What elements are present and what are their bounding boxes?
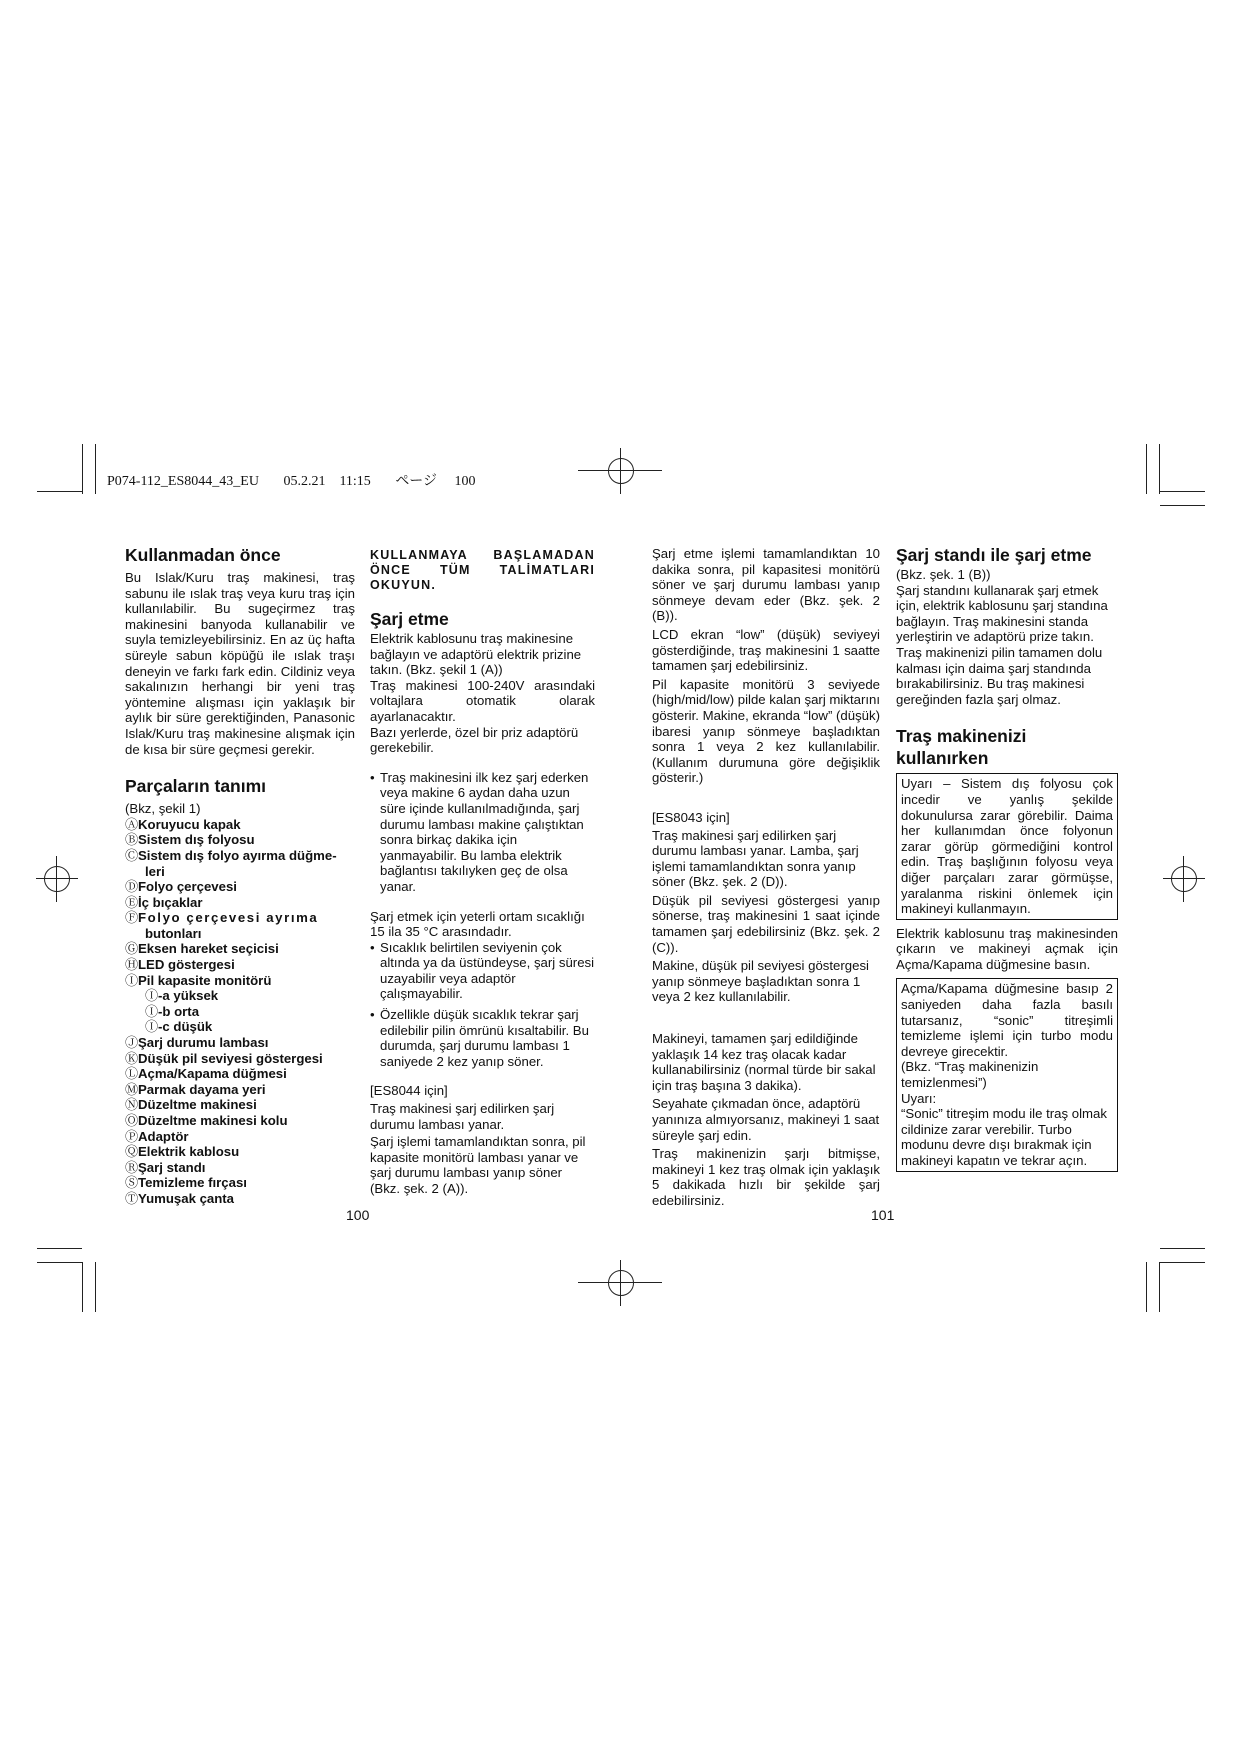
column-4 xyxy=(896,544,1118,1172)
slug-page-no: 100 xyxy=(454,474,476,489)
heading-stand-charging: Şarj standı ile şarj etme xyxy=(896,545,1092,565)
temperature-note: Şarj etmek için yeterli ortam sıcaklığı 15 ila 35 °C arasındadır. xyxy=(370,908,585,940)
list-item: Ⓘ-a yüksek xyxy=(145,988,219,1004)
list-item: ⒼEksen hareket seçicisi xyxy=(125,941,279,957)
list-item: butonları xyxy=(145,925,202,941)
es8044-p2: Şarj işlemi tamamlandıktan sonra, pil kapasite monitörü lambası yanar ve şarj durumu lambası yanıp söner (Bkz. şek. 2 (A)). xyxy=(370,1134,586,1196)
stand-reference: (Bkz. şek. 1 (B)) xyxy=(896,567,991,582)
heading-charging: Şarj etme xyxy=(370,609,449,629)
parts-reference: (Bkz, şekil 1) xyxy=(125,801,201,817)
heading-using-shaver: Traş makinenizi kullanırken xyxy=(896,726,1027,769)
sonic-p3: Uyarı: xyxy=(901,1090,937,1106)
list-item: ⓁAçma/Kapama düğmesi xyxy=(125,1066,287,1082)
list-item: Ⓘ-b orta xyxy=(145,1003,200,1019)
slug-page-word: ページ xyxy=(395,474,438,489)
es8044-p1: Traş makinesi şarj edilirken şarj durumu lambası yanar. xyxy=(370,1101,555,1132)
temperature-notes xyxy=(370,940,595,1070)
list-item: ⒹFolyo çerçevesi xyxy=(125,879,237,895)
intro-paragraph: Bu Islak/Kuru traş makinesi, traş sabunu ile ıslak traş veya kuru traş için kullanılabilir. Bu sugeçirmez traş makinesini banyoda kullanabilir ve suyla temizleyebilirsiniz. En az üç hafta süreyle sabun köpüğü ile ıslak traşı deneyin ve farkı fark edin. Cildiniz veya sakalınızın herhangi bir yeni traş yöntemine alışması için yaklaşık bir aylık bir süre gerektiğinden, Panasonic Islak/Kuru traş makinesine alışmak için de kısa bir süre geçmesi gerekir. xyxy=(125,570,355,757)
list-item: ⒷSistem dış folyosu xyxy=(125,832,255,848)
list-item: Ⓔİç bıçaklar xyxy=(125,894,203,910)
page-number-right: 101 xyxy=(871,1207,895,1223)
list-item: Ⓘ-c düşük xyxy=(145,1019,213,1035)
column-1 xyxy=(125,544,355,1207)
col3-p1: Şarj etme işlemi tamamlandıktan 10 dakika sonra, pil kapasitesi monitörü söner ve şarj durumu lambası yanıp sönmeye devam eder (Bkz. şek. 2 (B)). xyxy=(652,546,880,624)
list-item: ⒸSistem dış folyo ayırma düğme- xyxy=(125,847,337,863)
col3-p5: Düşük pil seviyesi göstergesi yanıp sönerse, traş makinesini 1 saat içinde tamamen şarj edebilirsiniz (Bkz. şek. 2 (C)). xyxy=(652,892,880,955)
list-item: ⓆElektrik kablosu xyxy=(125,1144,240,1160)
list-item: ⒿŞarj durumu lambası xyxy=(125,1035,269,1051)
sonic-p1: Açma/Kapama düğmesine basıp 2 saniyeden daha fazla basılı tutarsanız, “sonic” titreşimli temizleme işlemi için turbo modu devreye girecektir. xyxy=(901,981,1113,1059)
list-item: • Sıcaklık belirtilen seviyenin çok altında ya da üstündeyse, şarj süresi uzayabilir veya adaptör çalışmayabilir. xyxy=(370,940,595,1002)
col3-p6: Makine, düşük pil seviyesi göstergesi yanıp sönmeye başladıktan sonra 1 veya 2 kez kullanılabilir. xyxy=(652,958,869,1005)
list-item: ⓀDüşük pil seviyesi göstergesi xyxy=(125,1050,323,1066)
list-item: ⒶKoruyucu kapak xyxy=(125,816,241,832)
charging-p3: Bazı yerlerde, özel bir priz adaptörü gerekebilir. xyxy=(370,724,579,756)
slug-file: P074-112_ES8044_43_EU xyxy=(107,474,259,489)
heading-before-use: Kullanmadan önce xyxy=(125,545,281,565)
warning-box-sonic xyxy=(896,978,1118,1171)
list-item: ⓂParmak dayama yeri xyxy=(125,1081,266,1097)
list-item: • Özellikle düşük sıcaklık tekrar şarj edilebilir pilin ömrünü kısaltabilir. Bu durumda, şarj durumu lambası 1 saniyede 2 kez yanıp söner. xyxy=(370,1007,595,1069)
page-number-left: 100 xyxy=(346,1207,370,1223)
using-p1: Elektrik kablosunu traş makinesinden çıkarın ve makineyi açmak için Açma/Kapama düğmesine basın. xyxy=(896,925,1118,972)
parts-list xyxy=(125,817,355,1207)
es8043-label: [ES8043 için] xyxy=(652,809,730,825)
col3-p4: Traş makinesi şarj edilirken şarj durumu lambası yanar. Lamba, şarj işlemi tamamlandıktan sonra yanıp söner (Bkz. şek. 2 (D)). xyxy=(652,827,859,890)
warning-box-foil xyxy=(896,773,1118,919)
charging-notes xyxy=(370,770,595,895)
warning-foil-text: Uyarı – Sistem dış folyosu çok incedir ve yanlış şekilde dokunulursa zarar görebilir. Daima her kullanımdan önce folyonun zarar görüp görmediğini kontrol edin. Traş başlığının folyosu veya diğer parçaları zarar görmüşse, yaralanma riskini önlemek için makineyi kullanmayın. xyxy=(901,776,1113,917)
slug-time: 11:15 xyxy=(339,474,371,489)
list-item: ⓄDüzeltme makinesi kolu xyxy=(125,1113,288,1128)
stand-p1: Şarj standını kullanarak şarj etmek için, elektrik kablosunu şarj standına bağlayın. Traş makinesini standa yerleştirin ve adaptörü prize takın. xyxy=(896,582,1108,645)
charging-p1: Elektrik kablosunu traş makinesine bağlayın ve adaptörü elektrik prizine takın. (Bkz. şekil 1 (A)) xyxy=(370,631,582,678)
sonic-p4: “Sonic” titreşim modu ile traş olmak cildinize zarar verebilir. Turbo modunu devre dışı bırakmak için makineyi kapatın ve tekrar açın. xyxy=(901,1106,1107,1168)
col3-p7: Makineyi, tamamen şarj edildiğinde yaklaşık 14 kez traş olacak kadar kullanabilirsiniz (normal türde bir sakal için traş başına 3 dakika). xyxy=(652,1031,876,1093)
list-item: ⓇŞarj standı xyxy=(125,1159,206,1175)
list-item: ⓈTemizleme fırçası xyxy=(125,1175,247,1191)
slug-date: 05.2.21 xyxy=(283,474,326,489)
col3-p3: Pil kapasite monitörü 3 seviyede (high/mid/low) pilde kalan şarj miktarını gösterir. Makine, ekranda “low” (düşük) ibaresi yanıp sönmeye başladıktan sonra 1 veya 2 kez kullanılabilir. (Kullanım durumuna göre değişiklik gösterir.) xyxy=(652,676,880,786)
column-3 xyxy=(652,546,880,1209)
stand-p2: Traş makinenizi pilin tamamen dolu kalması için daima şarj standında bırakabilirsiniz. Bu traş makinesi gereğinden fazla şarj olmaz. xyxy=(896,644,1103,707)
list-item: ⒾPil kapasite monitörü xyxy=(125,972,272,988)
read-instructions-notice: KULLANMAYA BAŞLAMADAN ÖNCE TÜM TALİMATLARI OKUYUN. xyxy=(370,548,595,592)
col3-p8: Seyahate çıkmadan önce, adaptörü yanınıza almıyorsanız, makineyi 1 saat süreyle şarj edin. xyxy=(652,1096,880,1143)
list-item: ⓃDüzeltme makinesi xyxy=(125,1097,257,1113)
list-item: ⓅAdaptör xyxy=(125,1128,189,1144)
col3-p9: Traş makinenizin şarjı bitmişse, makineyi 1 kez traş olmak için yaklaşık 5 dakikada hızlı bir şekilde şarj edebilirsiniz. xyxy=(652,1146,880,1208)
list-item: ⓉYumuşak çanta xyxy=(125,1190,235,1206)
list-item: ⒻFolyo çerçevesi ayrıma xyxy=(125,910,319,926)
heading-parts: Parçaların tanımı xyxy=(125,776,267,797)
list-item: ⒽLED göstergesi xyxy=(125,957,235,973)
es8044-label: [ES8044 için] xyxy=(370,1083,448,1099)
column-2 xyxy=(370,548,595,1197)
charging-p2: Traş makinesi 100-240V arasındaki voltajlara otomatik olarak ayarlanacaktır. xyxy=(370,677,595,724)
print-slug xyxy=(100,454,476,490)
list-item: • Traş makinesini ilk kez şarj ederken veya makine 6 aydan daha uzun süre içinde kullanılmadığında, şarj durumu lambası makine çalıştıktan sonra birkaç dakika için yanmayabilir. Bu lamba elektrik bağlantısı takılıyken geç de olsa yanar. xyxy=(370,770,595,895)
col3-p2: LCD ekran “low” (düşük) seviyeyi gösterdiğinde, traş makinesini 1 saatte tamamen şarj edebilirsiniz. xyxy=(652,626,880,674)
sonic-p2: (Bkz. “Traş makinenizin temizlenmesi”) xyxy=(901,1059,1039,1091)
list-item: leri xyxy=(145,863,165,879)
